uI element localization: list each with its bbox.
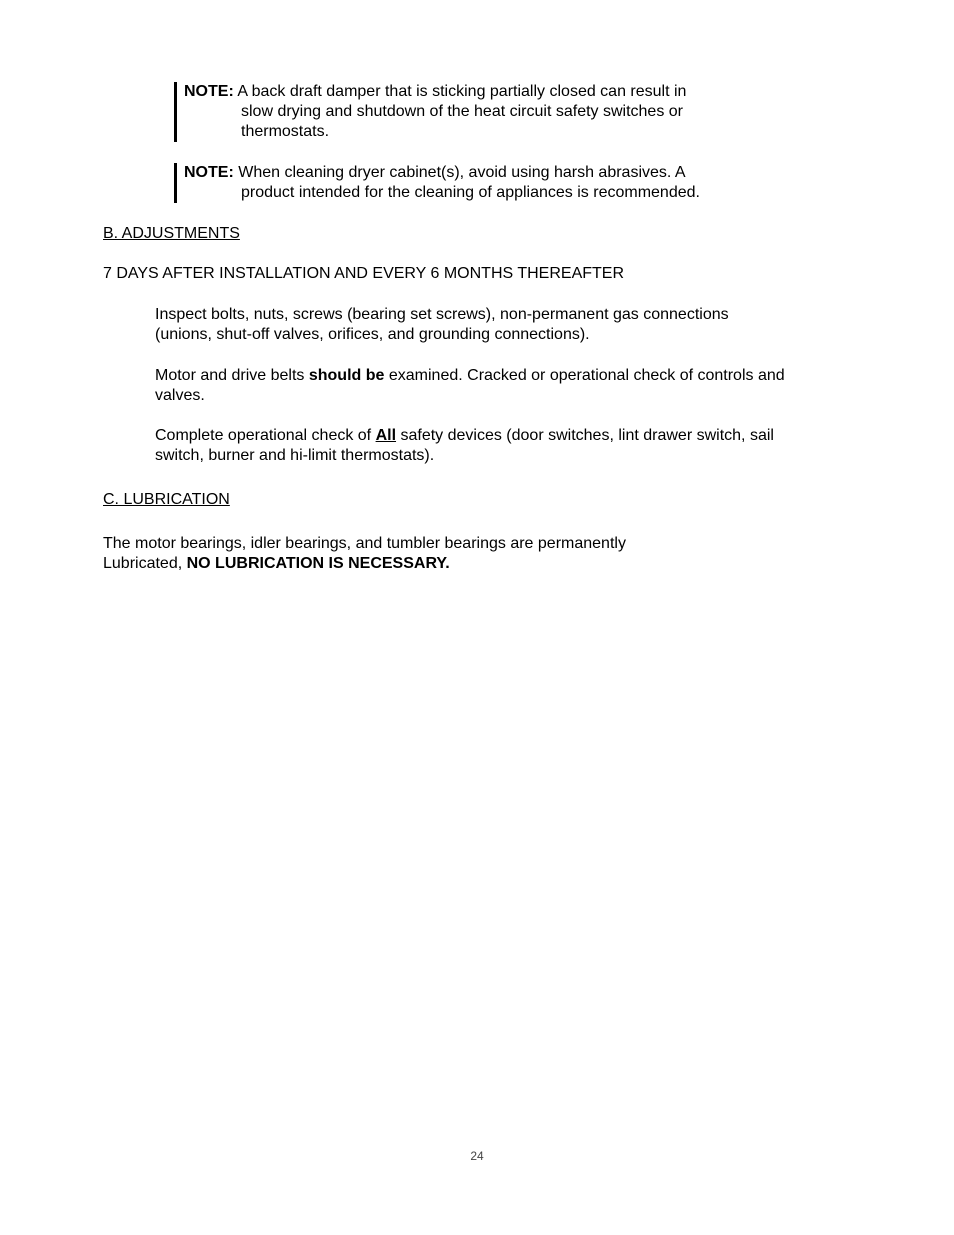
text-run: examined. Cracked or operational check of controls and (384, 367, 785, 384)
text-run: Lubricated, (103, 555, 187, 572)
paragraph-line (155, 366, 785, 386)
note-label: NOTE: (184, 83, 234, 100)
adjustments-paragraph-safety (155, 426, 774, 466)
note-damper-line2: slow drying and shutdown of the heat circuit safety switches or (241, 103, 683, 120)
note-cleaning-line1 (184, 163, 784, 183)
text-run: safety devices (door switches, lint drawer switch, sail (396, 427, 774, 444)
note-cleaning-line2: product intended for the cleaning of appliances is recommended. (241, 184, 700, 201)
note-text: When cleaning dryer cabinet(s), avoid using harsh abrasives. A (233, 164, 686, 181)
paragraph-line (155, 426, 774, 446)
note-label: NOTE: (184, 164, 234, 181)
section-heading-adjustments: B. ADJUSTMENTS (103, 225, 240, 242)
text-run: Motor and drive belts (155, 367, 309, 384)
adjustments-paragraph-belts (155, 366, 785, 406)
paragraph-line: (unions, shut-off valves, orifices, and grounding connections). (155, 326, 590, 343)
note-cleaning (174, 163, 784, 203)
paragraph-line: Inspect bolts, nuts, screws (bearing set screws), non-permanent gas connections (155, 306, 729, 323)
text-run: Complete operational check of (155, 427, 376, 444)
schedule-heading: 7 DAYS AFTER INSTALLATION AND EVERY 6 MONTHS THEREAFTER (103, 265, 625, 282)
emphasis-text: should be (308, 367, 385, 384)
paragraph-line: switch, burner and hi-limit thermostats). (155, 447, 435, 464)
paragraph-line: valves. (155, 387, 205, 404)
paragraph-line (103, 554, 626, 574)
note-damper (174, 82, 784, 142)
paragraph-line: The motor bearings, idler bearings, and tumbler bearings are permanently (103, 535, 626, 552)
adjustments-paragraph-inspect (155, 305, 729, 345)
note-damper-line1 (184, 82, 784, 102)
page-number: 24 (470, 1149, 484, 1163)
note-damper-line3: thermostats. (241, 123, 330, 140)
emphasis-text: NO LUBRICATION IS NECESSARY. (186, 555, 450, 572)
note-text: A back draft damper that is sticking partially closed can result in (233, 83, 687, 100)
section-heading-lubrication: C. LUBRICATION (103, 491, 230, 508)
lubrication-paragraph (103, 534, 626, 574)
emphasis-text: All (375, 427, 397, 444)
